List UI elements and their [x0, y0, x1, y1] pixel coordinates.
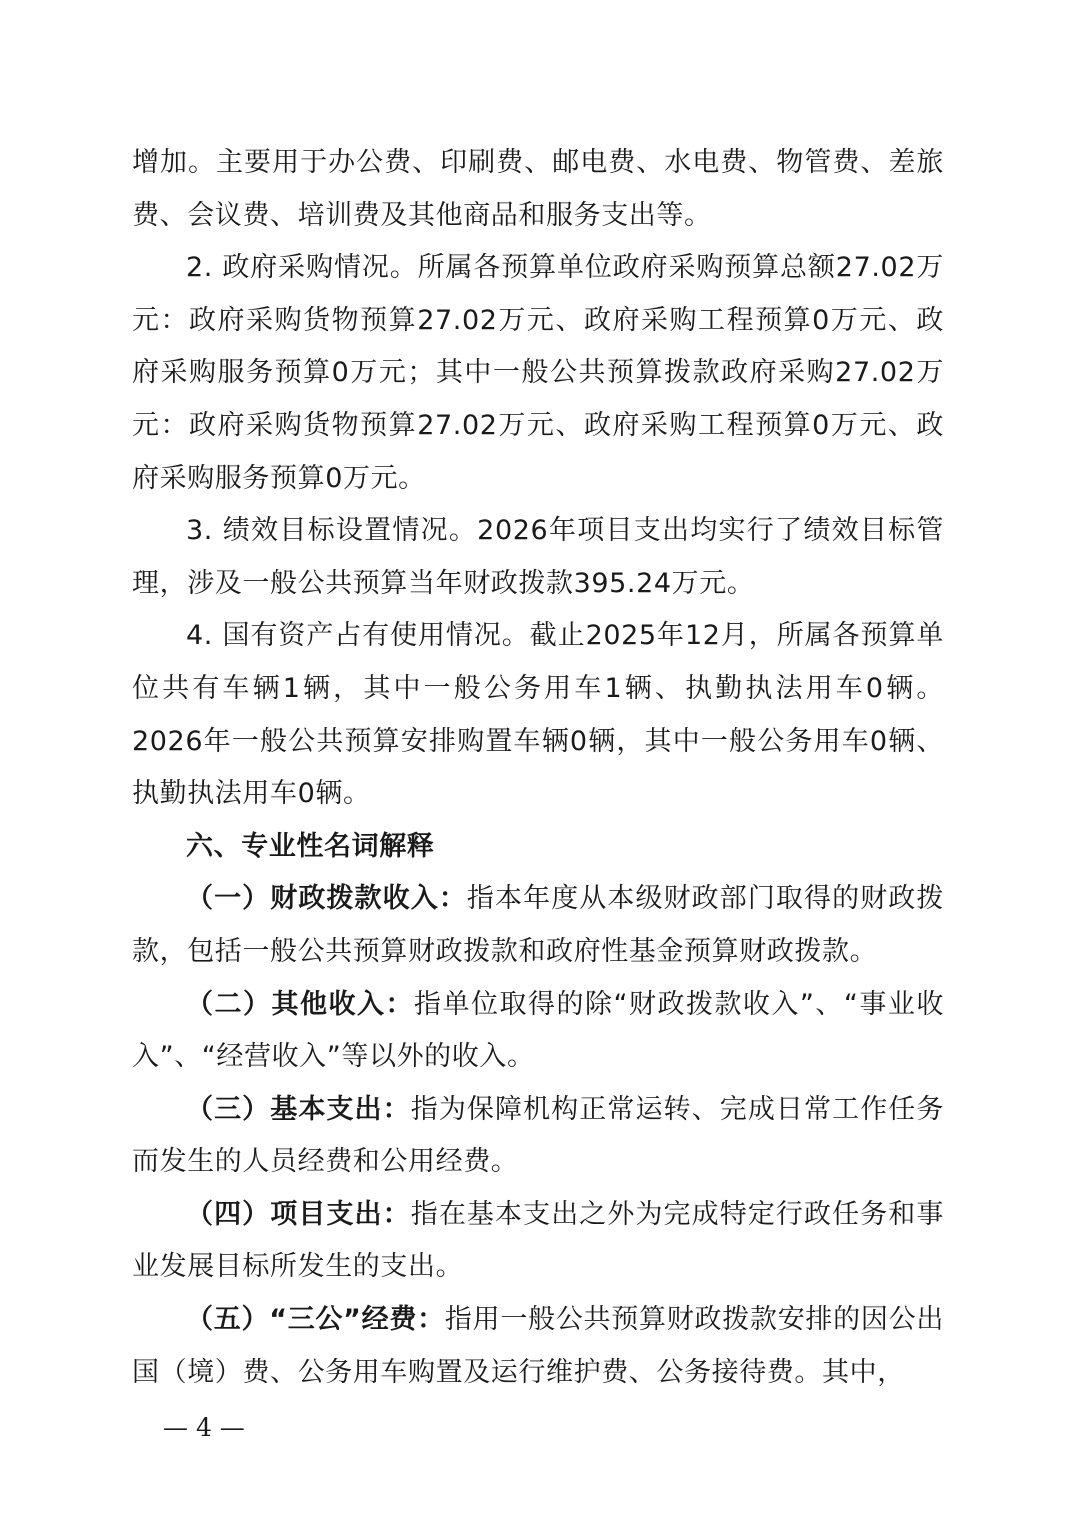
term-paragraph [132, 1189, 944, 1294]
item-procurement: 2. 政府采购情况。所属各预算单位政府采购预算总额27.02万元：政府采购货物预算27.02万元、政府采购工程预算0万元、政府采购服务预算0万元；其中一般公共预算拨款政府采购27.02万元：政府采购货物预算27.02万元、政府采购工程预算0万元、政府采购服务预算0万元。 [132, 252, 944, 494]
term-definition: 指为保障机构正常运转、完成日常工作任务而发生的人员经费和公用经费。 [132, 1093, 944, 1178]
term-paragraph [132, 1084, 944, 1189]
term-label: （五）“三公”经费： [186, 1304, 445, 1336]
term-label: （三）基本支出： [186, 1093, 411, 1125]
continuation-paragraph: 增加。主要用于办公费、印刷费、邮电费、水电费、物管费、差旅费、会议费、培训费及其他商品和服务支出等。 [132, 147, 944, 231]
term-paragraph [132, 1294, 944, 1399]
term-label: （四）项目支出： [186, 1198, 411, 1230]
term-paragraph [132, 979, 944, 1084]
item-state-assets: 4. 国有资产占有使用情况。截止2025年12月，所属各预算单位共有车辆1辆，其中一般公务用车1辆、执勤执法用车0辆。2026年一般公共预算安排购置车辆0辆，其中一般公务用车0辆、执勤执法用车0辆。 [132, 620, 944, 810]
section-heading: 六、专业性名词解释 [186, 830, 435, 862]
page-number: — 4 — [163, 1413, 245, 1442]
term-paragraph [132, 873, 944, 978]
term-definition: 指本年度从本级财政部门取得的财政拨款，包括一般公共预算财政拨款和政府性基金预算财政拨款。 [132, 883, 944, 967]
term-definition: 指在基本支出之外为完成特定行政任务和事业发展目标所发生的支出。 [132, 1198, 944, 1283]
term-label: （二）其他收入： [186, 988, 414, 1020]
item-performance-goals: 3. 绩效目标设置情况。2026年项目支出均实行了绩效目标管理，涉及一般公共预算当年财政拨款395.24万元。 [132, 515, 944, 599]
term-definition: 指单位取得的除“财政拨款收入”、“事业收入”、“经营收入”等以外的收入。 [132, 988, 944, 1073]
document-body [132, 137, 944, 1399]
term-label: （一）财政拨款收入： [186, 883, 467, 915]
term-definition: 指用一般公共预算财政拨款安排的因公出国（境）费、公务用车购置及运行维护费、公务接待费。其中， [132, 1304, 944, 1388]
